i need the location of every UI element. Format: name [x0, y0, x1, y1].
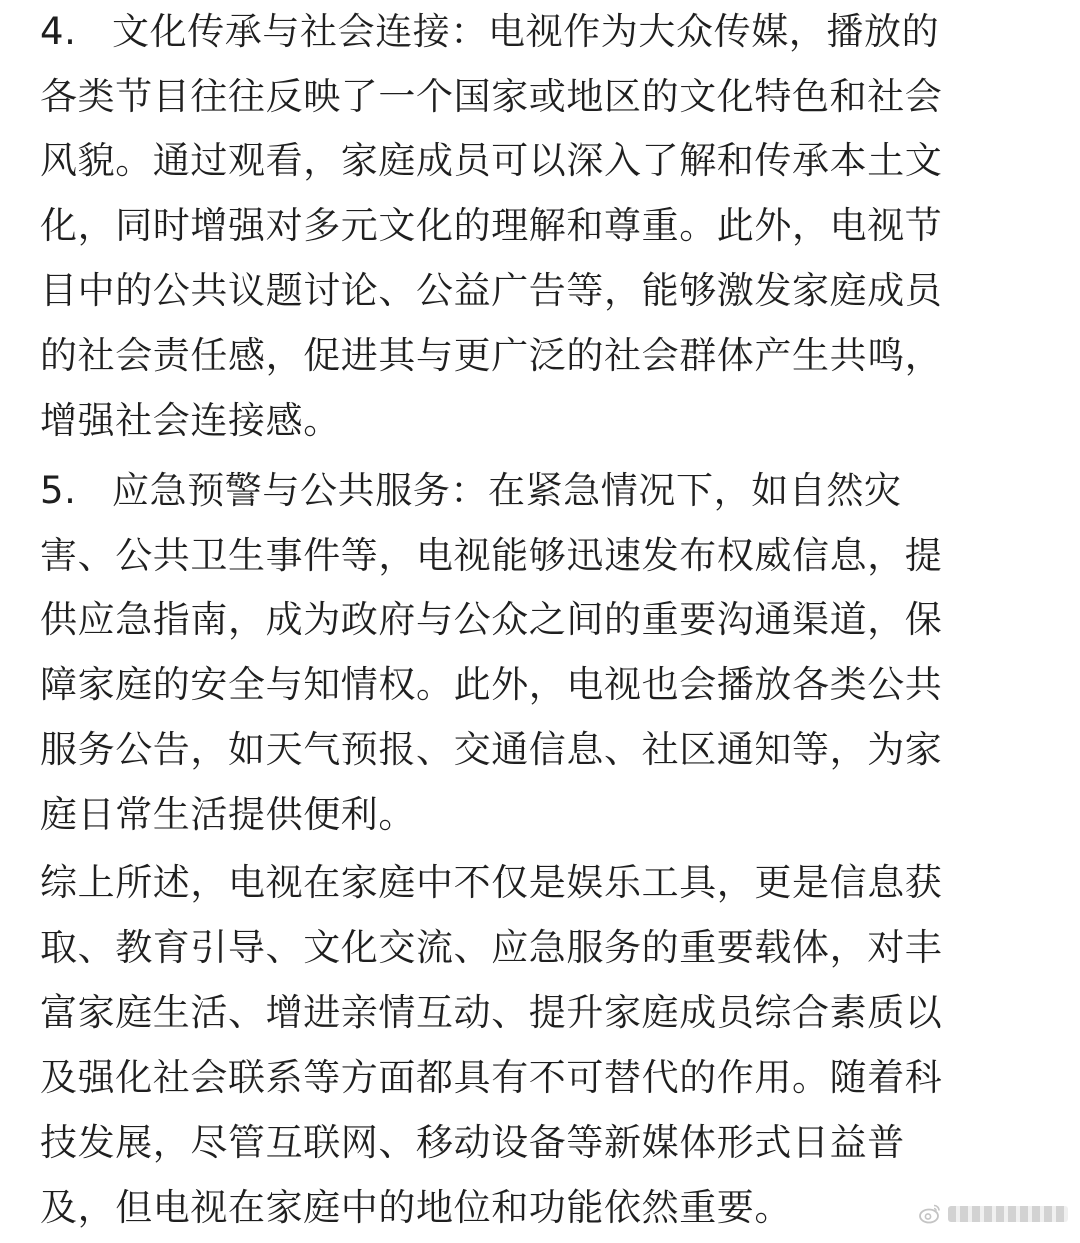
section-5-number: 5.	[40, 469, 77, 512]
section-5-line-6: 庭日常生活提供便利。	[40, 793, 416, 836]
section-4-line-1	[40, 4, 939, 60]
section-4-line-7: 增强社会连接感。	[40, 399, 341, 442]
conclusion-line-3: 富家庭生活、增进亲情互动、提升家庭成员综合素质以	[40, 991, 943, 1034]
section-4-line-4: 化，同时增强对多元文化的理解和尊重。此外，电视节	[40, 204, 943, 247]
watermark-handle	[948, 1206, 1068, 1222]
conclusion-line-2: 取、教育引导、文化交流、应急服务的重要载体，对丰	[40, 926, 943, 969]
watermark	[918, 1201, 1068, 1227]
section-4-line-5: 目中的公共议题讨论、公益广告等，能够激发家庭成员	[40, 269, 943, 312]
section-4-line-3: 风貌。通过观看，家庭成员可以深入了解和传承本土文	[40, 139, 943, 182]
section-5-line-2: 害、公共卫生事件等，电视能够迅速发布权威信息，提	[40, 534, 943, 577]
section-5-line-1	[40, 463, 902, 519]
section-5-line-4: 障家庭的安全与知情权。此外，电视也会播放各类公共	[40, 663, 943, 706]
section-5-text: 应急预警与公共服务：在紧急情况下，如自然灾	[112, 469, 902, 512]
conclusion-line-1: 综上所述，电视在家庭中不仅是娱乐工具，更是信息获	[40, 861, 943, 904]
section-4-line-2: 各类节目往往反映了一个国家或地区的文化特色和社会	[40, 75, 943, 118]
conclusion-line-4: 及强化社会联系等方面都具有不可替代的作用。随着科	[40, 1056, 943, 1099]
weibo-logo-icon	[918, 1202, 942, 1226]
conclusion-line-6: 及，但电视在家庭中的地位和功能依然重要。	[40, 1186, 792, 1229]
section-4-number: 4.	[40, 10, 77, 53]
section-5-line-3: 供应急指南，成为政府与公众之间的重要沟通渠道，保	[40, 598, 943, 641]
section-5-line-5: 服务公告，如天气预报、交通信息、社区通知等，为家	[40, 728, 943, 771]
section-4-line-6: 的社会责任感，促进其与更广泛的社会群体产生共鸣，	[40, 334, 943, 377]
section-4-text: 文化传承与社会连接：电视作为大众传媒，播放的	[112, 10, 940, 53]
conclusion-line-5: 技发展，尽管互联网、移动设备等新媒体形式日益普	[40, 1121, 905, 1164]
